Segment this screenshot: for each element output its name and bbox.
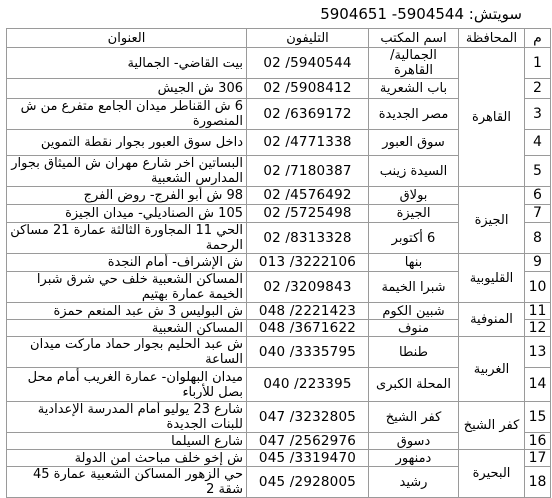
address-cell: الحي 11 المجاورة الثالثة عمارة 21 مساكن الرحمة	[7, 223, 247, 254]
row-number: 2	[525, 79, 551, 99]
row-number: 4	[525, 130, 551, 156]
phone-cell: 02 /6369172	[247, 99, 369, 130]
address-cell: شارع السيلما	[7, 433, 247, 450]
address-cell: شارع 23 يوليو أمام المدرسة الإعدادية للبنات الجديدة	[7, 402, 247, 433]
governorate-cell: القاهرة	[459, 48, 525, 187]
phone-cell: 02 /8313328	[247, 223, 369, 254]
office-cell: باب الشعرية	[369, 79, 459, 99]
table-row	[7, 187, 551, 205]
phone-cell: 045 /2928005	[247, 467, 369, 498]
row-number: 14	[525, 368, 551, 402]
row-number: 10	[525, 272, 551, 303]
row-number: 3	[525, 99, 551, 130]
address-cell: البساتين آخر شارع مهران ش الميثاق بجوار المدارس الشعبية	[7, 156, 247, 187]
address-cell: داخل سوق العبور بجوار نقطة التموين	[7, 130, 247, 156]
phone-cell: 040 /3335795	[247, 337, 369, 368]
row-number: 11	[525, 303, 551, 320]
row-number: 16	[525, 433, 551, 450]
table-row	[7, 303, 551, 320]
phone-cell: 02 /5908412	[247, 79, 369, 99]
address-cell: ش الإشراف- أمام النجدة	[7, 254, 247, 272]
header-number: م	[525, 29, 551, 48]
table-row	[7, 450, 551, 467]
row-number: 15	[525, 402, 551, 433]
phone-cell: 02 /7180387	[247, 156, 369, 187]
governorate-cell: الغربية	[459, 337, 525, 402]
address-cell: ش البوليس 3 ش عبد المنعم حمزة	[7, 303, 247, 320]
office-cell: المحلة الكبرى	[369, 368, 459, 402]
office-cell: مصر الجديدة	[369, 99, 459, 130]
header-office: اسم المكتب	[369, 29, 459, 48]
header-address: العنوان	[7, 29, 247, 48]
address-cell: 98 ش أبو الفرج- روض الفرج	[7, 187, 247, 205]
row-number: 18	[525, 467, 551, 498]
row-number: 13	[525, 337, 551, 368]
address-cell: ميدان البهلوان- عمارة الغريب أمام محل بصل للأرباء	[7, 368, 247, 402]
table-row	[7, 402, 551, 433]
phone-cell: 02 /4771338	[247, 130, 369, 156]
address-cell: ش إخو خلف مباحث امن الدولة	[7, 450, 247, 467]
phone-cell: 040 /223395	[247, 368, 369, 402]
office-cell: منوف	[369, 320, 459, 337]
header-governorate: المحافظة	[459, 29, 525, 48]
office-cell: السيدة زينب	[369, 156, 459, 187]
row-number: 7	[525, 205, 551, 223]
address-cell: المساكن الشعبية خلف حي شرق شبرا الخيمة عمارة بهتيم	[7, 272, 247, 303]
office-cell: طنطا	[369, 337, 459, 368]
switchboard-header: سويتش: 5904544- 5904651	[320, 5, 522, 23]
row-number: 12	[525, 320, 551, 337]
table-row	[7, 48, 551, 79]
address-cell: 306 ش الجيش	[7, 79, 247, 99]
phone-cell: 047 /3232805	[247, 402, 369, 433]
office-cell: دمنهور	[369, 450, 459, 467]
governorate-cell: البحيرة	[459, 450, 525, 498]
row-number: 8	[525, 223, 551, 254]
address-cell: 105 ش الصناديلي- ميدان الجيزة	[7, 205, 247, 223]
office-cell: رشيد	[369, 467, 459, 498]
office-cell: دسوق	[369, 433, 459, 450]
table-header-row	[7, 29, 551, 48]
phone-cell: 02 /3209843	[247, 272, 369, 303]
address-cell: حي الزهور المساكن الشعبية عمارة 45 شقة 2	[7, 467, 247, 498]
offices-table	[6, 28, 551, 498]
office-cell: سوق العبور	[369, 130, 459, 156]
governorate-cell: القليوبية	[459, 254, 525, 303]
office-cell: بنها	[369, 254, 459, 272]
address-cell: ش عبد الحليم بجوار حماد ماركت ميدان الساعة	[7, 337, 247, 368]
office-cell: بولاق	[369, 187, 459, 205]
phone-cell: 02 /5940544	[247, 48, 369, 79]
phone-cell: 02 /4576492	[247, 187, 369, 205]
row-number: 6	[525, 187, 551, 205]
governorate-cell: كفر الشيخ	[459, 402, 525, 450]
office-cell: شبين الكوم	[369, 303, 459, 320]
header-phone: التليفون	[247, 29, 369, 48]
phone-cell: 048 /2221423	[247, 303, 369, 320]
address-cell: بيت القاضي- الجمالية	[7, 48, 247, 79]
row-number: 1	[525, 48, 551, 79]
office-cell: الجيزة	[369, 205, 459, 223]
governorate-cell: المنوفية	[459, 303, 525, 337]
phone-cell: 02 /5725498	[247, 205, 369, 223]
phone-cell: 047 /2562976	[247, 433, 369, 450]
office-cell: 6 أكتوبر	[369, 223, 459, 254]
table-row	[7, 337, 551, 368]
row-number: 9	[525, 254, 551, 272]
office-cell: الجمالية/ القاهرة	[369, 48, 459, 79]
address-cell: المساكن الشعبية	[7, 320, 247, 337]
phone-cell: 048 /3671622	[247, 320, 369, 337]
office-cell: شبرا الخيمة	[369, 272, 459, 303]
row-number: 5	[525, 156, 551, 187]
governorate-cell: الجيزة	[459, 187, 525, 254]
phone-cell: 045 /3319470	[247, 450, 369, 467]
phone-cell: 013 /3222106	[247, 254, 369, 272]
row-number: 17	[525, 450, 551, 467]
office-cell: كفر الشيخ	[369, 402, 459, 433]
table-row	[7, 254, 551, 272]
address-cell: 6 ش القناطر ميدان الجامع متفرع من ش المنصورة	[7, 99, 247, 130]
